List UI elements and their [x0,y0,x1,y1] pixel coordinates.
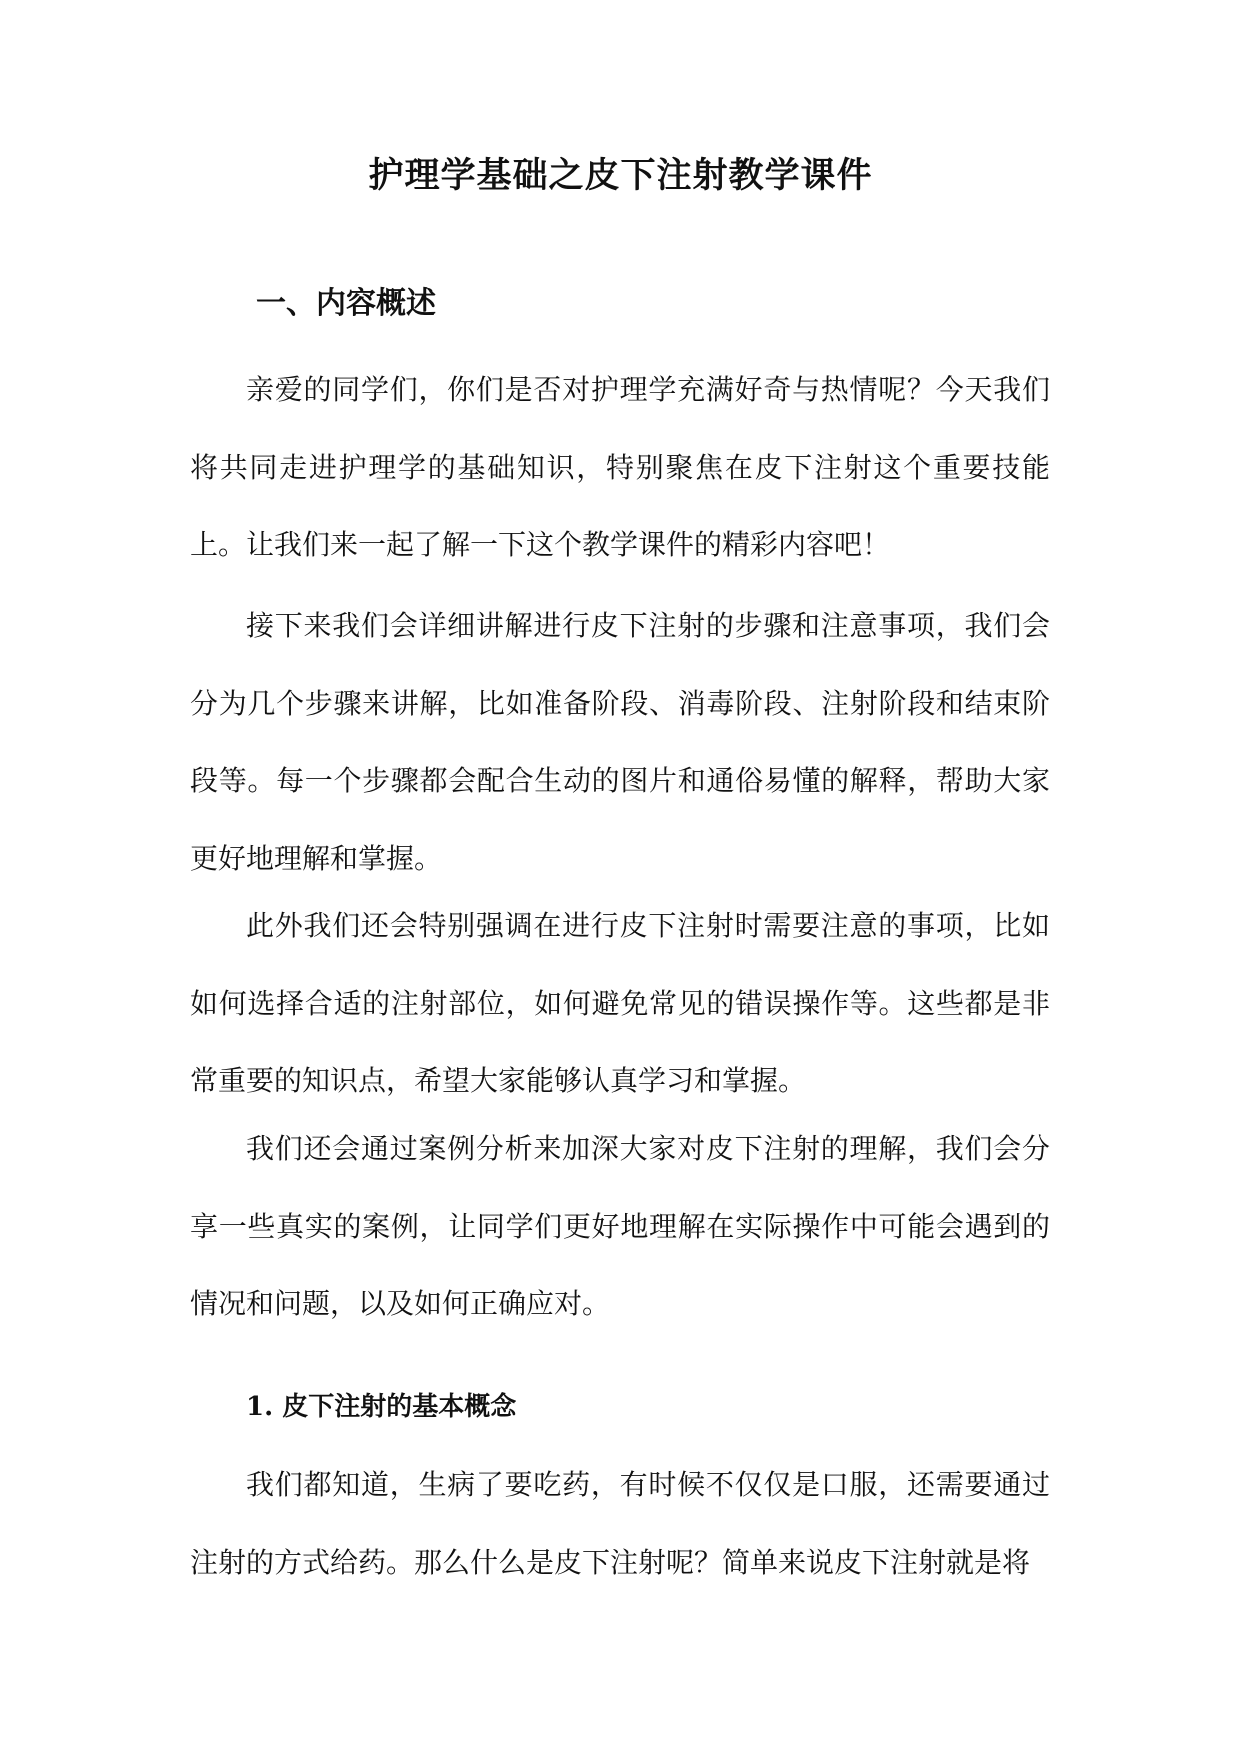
section-heading: 一、内容概述 [256,286,436,321]
subsection-heading: 1. 皮下注射的基本概念 [246,1392,517,1422]
paragraph-precautions: 此外我们还会特别强调在进行皮下注射时需要注意的事项，比如如何选择合适的注射部位，如何避免常见的错误操作等。这些都是非常重要的知识点，希望大家能够认真学习和掌握。 [190,909,1050,1097]
paragraph-cases: 我们还会通过案例分析来加深大家对皮下注射的理解，我们会分享一些真实的案例，让同学们更好地理解在实际操作中可能会遇到的情况和问题，以及如何正确应对。 [190,1132,1050,1320]
document-title: 护理学基础之皮下注射教学课件 [368,155,873,196]
paragraph-basic-concept: 我们都知道，生病了要吃药，有时候不仅仅是口服，还需要通过注射的方式给药。那么什么是皮下注射呢？简单来说皮下注射就是将 [190,1468,1050,1579]
paragraph-steps: 接下来我们会详细讲解进行皮下注射的步骤和注意事项，我们会分为几个步骤来讲解，比如准备阶段、消毒阶段、注射阶段和结束阶段等。每一个步骤都会配合生动的图片和通俗易懂的解释，帮助大家更好地理解和掌握。 [190,609,1050,875]
paragraph-intro: 亲爱的同学们，你们是否对护理学充满好奇与热情呢？今天我们将共同走进护理学的基础知识，特别聚焦在皮下注射这个重要技能上。让我们来一起了解一下这个教学课件的精彩内容吧！ [190,373,1050,561]
